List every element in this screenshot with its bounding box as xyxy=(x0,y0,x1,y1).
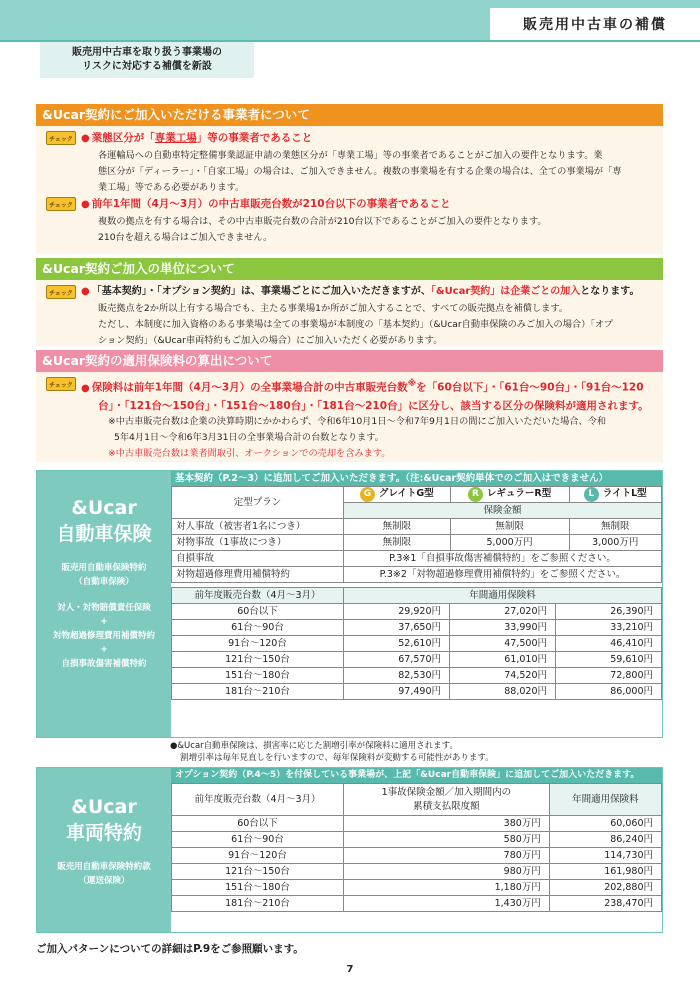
item1-post: 」等の事業者であること xyxy=(196,132,313,144)
intro-box xyxy=(40,42,254,78)
cell-g: 82,530円 xyxy=(344,668,450,684)
cell-limit: 980万円 xyxy=(344,864,550,880)
premium-note-2: 5年4月1日〜令和6年3月31日の全事業場合計の台数となります。 xyxy=(114,431,384,443)
eligibility-item-1 xyxy=(46,130,657,147)
item1-pre: 業態区分が「 xyxy=(91,132,155,144)
col-sales: 前年度販売台数（4月〜3月） xyxy=(172,588,344,604)
cell-l: 59,610円 xyxy=(556,652,662,668)
premium-head-a: 保険料は前年1年間（4月〜3月）の全事業場合計の中古車販売台数 xyxy=(91,381,408,394)
intro-line-2: リスクに対応する補償を新設 xyxy=(82,61,212,72)
cell-limit: 1,180万円 xyxy=(344,880,550,896)
section-eligibility-title: &Ucar契約にご加入いただける事業者について xyxy=(36,104,663,126)
premium-head-b: ※ xyxy=(407,379,417,389)
cell-l: 無制限 xyxy=(569,519,661,535)
cell-g: 97,490円 xyxy=(344,684,450,700)
type-l xyxy=(569,487,661,503)
cell-r: 無制限 xyxy=(450,519,569,535)
cell-limit: 1,430万円 xyxy=(344,896,550,912)
plan-vehicle-side xyxy=(37,768,171,932)
g-badge-icon: G xyxy=(360,487,375,502)
section-premium-title: &Ucar契約の適用保険料の算出について xyxy=(36,350,663,372)
plan-vehicle-bar: オプション契約（P.4〜5）を付保している事業場が、上記「&Ucar自動車保険」に追加してご加入いただきます。 xyxy=(171,768,662,783)
row-note: P.3※1「自損事故傷害補償特約」をご参照ください。 xyxy=(344,551,662,567)
premium-note-3: ※中古車販売台数は業者間取引、オークションでの売却を含みます。 xyxy=(108,447,391,459)
item2-paragraph xyxy=(46,214,657,246)
section-unit xyxy=(36,258,663,346)
row-label: 151台〜180台 xyxy=(172,668,344,684)
col-plan: 定型プラン xyxy=(172,487,344,519)
cell-premium: 60,060円 xyxy=(549,816,661,832)
item1-red: 専業工場 xyxy=(154,132,197,144)
cell-premium: 238,470円 xyxy=(549,896,661,912)
unit-paragraph xyxy=(46,301,657,349)
item1-line2: 態区分が「ディーラー」・「自家工場」の場合は、ご加入できません。複数の事業場を有する企業の場合は、全ての事業場が「専 xyxy=(98,166,622,177)
plan-auto-sub4: 対物超過修理費用補償特約 xyxy=(52,631,155,641)
cell-l: 86,000円 xyxy=(556,684,662,700)
row-label: 60台以下 xyxy=(172,604,344,620)
item1-line1: 各運輸局への自動車特定整備事業認証申請の業態区分が「専業工場」等の事業者であることがご加入の要件となります。業 xyxy=(98,150,603,161)
item1-paragraph xyxy=(46,148,657,196)
type-g xyxy=(344,487,451,503)
table-row xyxy=(172,832,662,848)
premium-note-1: ※中古車販売台数は企業の決算時期にかかわらず、令和6年10月1日〜令和7年9月1日の間にご加入いただいた場合、令和 xyxy=(108,415,607,427)
bullet-icon: ● xyxy=(81,286,90,297)
row-label: 自損事故 xyxy=(172,551,344,567)
item2-line2: 210台を超える場合はご加入できません。 xyxy=(98,232,273,243)
plan-auto-note xyxy=(170,740,494,764)
table-row xyxy=(172,620,662,636)
plan-vehicle-sub2: （運送保険） xyxy=(78,876,130,886)
row-label: 61台〜90台 xyxy=(172,620,344,636)
header-bar xyxy=(0,0,700,40)
cell-premium: 86,240円 xyxy=(549,832,661,848)
row-label: 121台〜150台 xyxy=(172,652,344,668)
cell-premium: 114,730円 xyxy=(549,848,661,864)
table-row xyxy=(172,551,662,567)
cell-r: 33,990円 xyxy=(450,620,556,636)
cell-l: 72,800円 xyxy=(556,668,662,684)
plan-auto-sub2: （自動車保険） xyxy=(74,577,134,587)
page-title: 販売用中古車の補償 xyxy=(490,8,700,40)
row-label: 60台以下 xyxy=(172,816,344,832)
bullet-icon: ● xyxy=(81,199,90,210)
col-limit xyxy=(344,784,550,816)
cell-limit: 380万円 xyxy=(344,816,550,832)
cell-r: 61,010円 xyxy=(450,652,556,668)
table-row xyxy=(172,652,662,668)
type-g-name: グレイトG型 xyxy=(378,488,434,499)
col-limit-line1: 1事故保険金額／加入期間内の xyxy=(381,786,512,798)
cell-l: 33,210円 xyxy=(556,620,662,636)
unit-item xyxy=(46,284,657,300)
plan-auto-insurance xyxy=(36,470,663,738)
cell-limit: 580万円 xyxy=(344,832,550,848)
plan-auto-sub3: 対人・対物賠償責任保険 xyxy=(57,603,151,613)
cell-r: 74,520円 xyxy=(450,668,556,684)
row-label: 対人事故（被害者1名につき） xyxy=(172,519,344,535)
row-label: 対物事故（1事故につき） xyxy=(172,535,344,551)
bullet-icon: ● xyxy=(81,133,90,144)
check-icon: チェック xyxy=(46,131,76,145)
item2-head: 前年1年間（4月〜3月）の中古車販売台数が210台以下の事業者であること xyxy=(91,198,451,210)
plan-vehicle-table xyxy=(171,783,662,912)
plan-auto-sub5: 自損事故傷害補償特約 xyxy=(61,659,147,669)
table-row xyxy=(172,604,662,620)
table-row xyxy=(172,864,662,880)
plan-auto-premium-table xyxy=(171,587,662,700)
bullet-icon: ● xyxy=(81,382,90,394)
page-number: 7 xyxy=(346,964,354,975)
plan-vehicle-title2: 車両特約 xyxy=(65,822,142,844)
section-premium-calc xyxy=(36,350,663,462)
col-amount: 保険金額 xyxy=(344,503,662,519)
section-eligibility xyxy=(36,104,663,254)
plan-auto-title2: 自動車保険 xyxy=(56,523,152,545)
type-l-name: ライトL型 xyxy=(602,488,647,499)
unit-line1: 販売拠点を2か所以上有する場合でも、主たる事業場1か所がご加入することで、すべての販売拠点を補償します。 xyxy=(98,303,568,314)
cell-l: 46,410円 xyxy=(556,636,662,652)
table-row xyxy=(172,880,662,896)
row-label: 181台〜210台 xyxy=(172,684,344,700)
cell-limit: 780万円 xyxy=(344,848,550,864)
cell-r: 5,000万円 xyxy=(450,535,569,551)
cell-g: 37,650円 xyxy=(344,620,450,636)
row-label: 121台〜150台 xyxy=(172,864,344,880)
plan-auto-content xyxy=(171,471,662,737)
table-row xyxy=(172,684,662,700)
plus-sign: + xyxy=(100,645,108,655)
item1-line3: 業工場」等である必要があります。 xyxy=(98,182,245,193)
row-label: 対物超過修理費用補償特約 xyxy=(172,567,344,583)
col-limit-line2: 累積支払限度額 xyxy=(413,800,480,812)
type-r xyxy=(450,487,569,503)
table-row xyxy=(172,816,662,832)
section-eligibility-body xyxy=(36,126,663,254)
note-line-2: 割増引率は毎年見直しを行いますので、毎年保険料が変動する可能性があります。 xyxy=(180,753,494,763)
plan-vehicle-sub1: 販売用自動車保険特約款 xyxy=(57,862,151,872)
plan-auto-title1: &Ucar xyxy=(71,497,137,519)
unit-head-a: 「基本契約」・「オプション契約」は、事業場ごとにご加入いただきますが、 xyxy=(91,286,431,297)
cell-r: 88,020円 xyxy=(450,684,556,700)
row-label: 181台〜210台 xyxy=(172,896,344,912)
row-note: P.3※2「対物超過修理費用補償特約」をご参照ください。 xyxy=(344,567,662,583)
plan-auto-side xyxy=(37,471,171,737)
cell-g: 無制限 xyxy=(344,535,451,551)
cell-g: 52,610円 xyxy=(344,636,450,652)
type-r-name: レギュラーR型 xyxy=(486,488,552,499)
cell-premium: 161,980円 xyxy=(549,864,661,880)
premium-head-c: を「60台以下」・「61台〜90台」・「91台〜120 xyxy=(416,381,644,394)
footer-note: ご加入パターンについての詳細はP.9をご参照願います。 xyxy=(36,943,304,955)
col-sales: 前年度販売台数（4月〜3月） xyxy=(172,784,344,816)
col-premium: 年間適用保険料 xyxy=(344,588,662,604)
plan-vehicle-rider xyxy=(36,767,663,933)
l-badge-icon: L xyxy=(584,487,599,502)
cell-l: 3,000万円 xyxy=(569,535,661,551)
table-row xyxy=(172,636,662,652)
item2-line1: 複数の拠点を有する場合は、その中古車販売台数の合計が210台以下であることがご加入の要件となります。 xyxy=(98,216,547,227)
plan-vehicle-title1: &Ucar xyxy=(71,796,137,818)
premium-head-d: 台」・「121台〜150台」・「151台〜180台」・「181台〜210台」に区分し、該当する区分の保険料が適用されます。 xyxy=(98,399,649,412)
plan-auto-coverage-table xyxy=(171,486,662,583)
table-row xyxy=(172,567,662,583)
note-line-1: ●&Ucar自動車保険は、損害率に応じた割増引率が保険料に適用されます。 xyxy=(170,741,458,751)
cell-g: 67,570円 xyxy=(344,652,450,668)
row-label: 91台〜120台 xyxy=(172,848,344,864)
cell-l: 26,390円 xyxy=(556,604,662,620)
row-label: 91台〜120台 xyxy=(172,636,344,652)
plus-sign: + xyxy=(100,617,108,627)
premium-item xyxy=(46,376,657,397)
table-row xyxy=(172,896,662,912)
check-icon: チェック xyxy=(46,285,76,299)
premium-notes xyxy=(46,414,657,462)
eligibility-item-2 xyxy=(46,196,657,213)
plan-auto-bar: 基本契約（P.2〜3）に追加してご加入いただきます。（注:&Ucar契約単体でのご加入はできません） xyxy=(171,471,662,486)
cell-r: 27,020円 xyxy=(450,604,556,620)
unit-head-b: 「&Ucar契約」は企業ごとの加入 xyxy=(430,286,581,297)
table-row xyxy=(172,848,662,864)
check-icon: チェック xyxy=(46,197,76,211)
table-row xyxy=(172,535,662,551)
row-label: 151台〜180台 xyxy=(172,880,344,896)
check-icon: チェック xyxy=(46,377,76,391)
cell-g: 無制限 xyxy=(344,519,451,535)
cell-g: 29,920円 xyxy=(344,604,450,620)
row-label: 61台〜90台 xyxy=(172,832,344,848)
plan-vehicle-content xyxy=(171,768,662,932)
col-premium: 年間適用保険料 xyxy=(549,784,661,816)
section-unit-title: &Ucar契約ご加入の単位について xyxy=(36,258,663,280)
r-badge-icon: R xyxy=(468,487,483,502)
cell-premium: 202,880円 xyxy=(549,880,661,896)
unit-line3: ション契約」（&Ucar車両特約もご加入の場合）にご加入いただく必要があります。 xyxy=(98,335,443,346)
section-unit-body xyxy=(36,280,663,346)
section-premium-body xyxy=(36,372,663,462)
plan-auto-sub1: 販売用自動車保険特約 xyxy=(61,563,147,573)
intro-line-1: 販売用中古車を取り扱う事業場の xyxy=(72,47,222,58)
table-row xyxy=(172,668,662,684)
unit-line2: ただし、本制度に加入資格のある事業場は全ての事業場が本制度の「基本契約」（&Ucar自動車保険のみご加入の場合）「オプ xyxy=(98,319,613,330)
table-row xyxy=(172,519,662,535)
unit-head-c: となります。 xyxy=(580,286,640,297)
cell-r: 47,500円 xyxy=(450,636,556,652)
